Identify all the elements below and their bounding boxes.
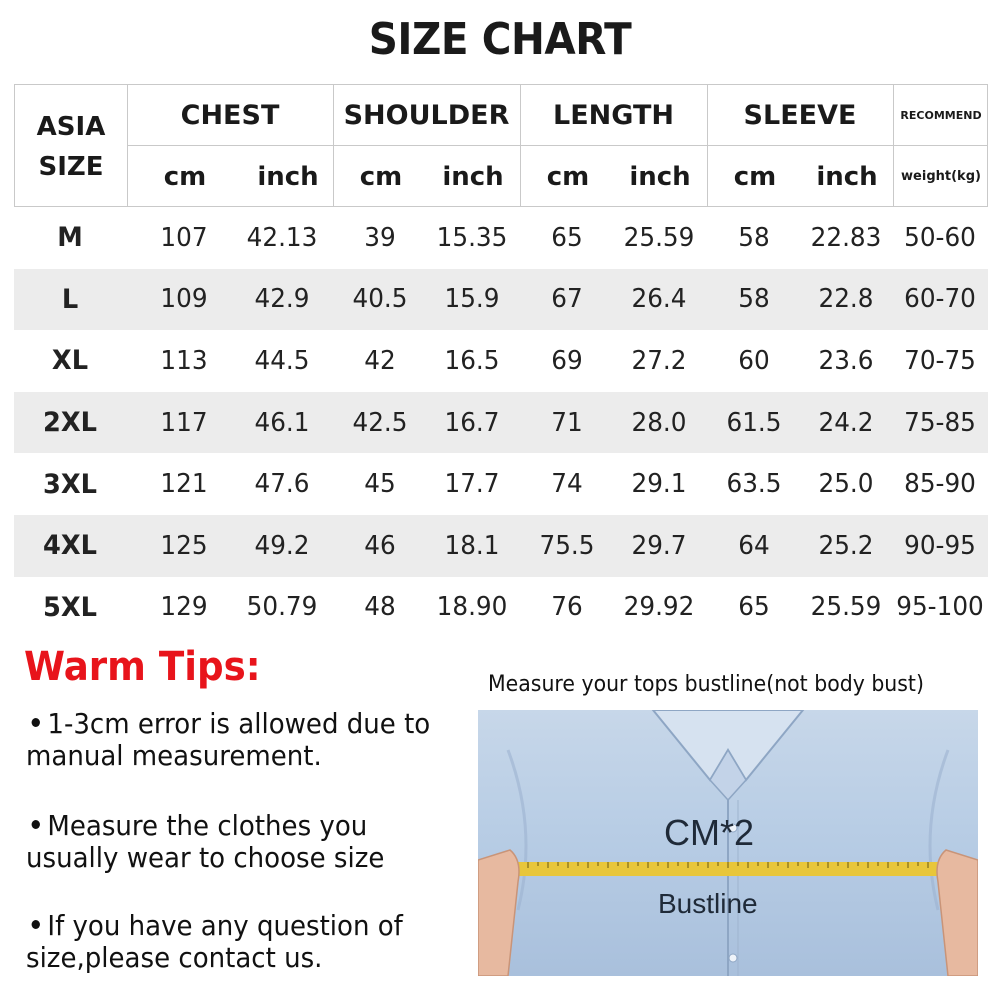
bullet-icon bbox=[32, 920, 40, 929]
shoulder-cm-cell: 39 bbox=[364, 222, 396, 253]
length-cm-cell: 65 bbox=[551, 222, 583, 253]
chest-cm-cell: 117 bbox=[160, 407, 208, 438]
chest-cm-cell: 125 bbox=[160, 530, 208, 561]
shoulder-cm-cell: 42.5 bbox=[352, 407, 408, 438]
shoulder-inch-cell: 15.35 bbox=[436, 222, 508, 253]
size-cell: 3XL bbox=[43, 468, 97, 500]
length-inch-cell: 29.92 bbox=[623, 592, 695, 623]
tip-text: 1-3cm error is allowed due to manual measurement. bbox=[26, 707, 431, 772]
length-inch-cell: 26.4 bbox=[631, 284, 687, 315]
shoulder-cm-cell: 48 bbox=[364, 592, 396, 623]
bustline-label: Bustline bbox=[658, 888, 758, 919]
table-row bbox=[14, 207, 988, 269]
measure-caption: Measure your tops bustline(not body bust) bbox=[488, 672, 924, 697]
chest-inch-cell: 47.6 bbox=[254, 469, 310, 500]
weight-cell: 85-90 bbox=[904, 469, 976, 500]
table-row bbox=[14, 269, 988, 331]
length-inch-cell: 29.1 bbox=[631, 469, 687, 500]
chest-cm-cell: 109 bbox=[160, 284, 208, 315]
chest-cm-cell: 129 bbox=[160, 592, 208, 623]
weight-cell: 75-85 bbox=[904, 407, 976, 438]
size-label: SIZE bbox=[38, 151, 104, 182]
page-title: SIZE CHART bbox=[368, 14, 632, 65]
length-cm-cell: 75.5 bbox=[539, 530, 595, 561]
shoulder-cm-cell: 42 bbox=[364, 345, 396, 376]
warm-tips-title: Warm Tips: bbox=[24, 644, 261, 690]
table-row bbox=[14, 330, 988, 392]
shirt-measure-illustration bbox=[478, 710, 978, 976]
sleeve-cm-cell: 58 bbox=[738, 222, 770, 253]
shoulder-inch-cell: 18.90 bbox=[436, 592, 508, 623]
shoulder-header: SHOULDER bbox=[343, 99, 510, 131]
length-inch-cell: 29.7 bbox=[631, 530, 687, 561]
shoulder-inch-cell: 17.7 bbox=[444, 469, 500, 500]
shoulder-cm-unit: cm bbox=[359, 161, 403, 192]
weight-unit: weight(kg) bbox=[901, 169, 981, 184]
shoulder-inch-cell: 15.9 bbox=[444, 284, 500, 315]
bullet-icon bbox=[32, 718, 40, 727]
chest-inch-cell: 44.5 bbox=[254, 345, 310, 376]
sleeve-cm-cell: 60 bbox=[738, 345, 770, 376]
size-cell: 4XL bbox=[43, 530, 97, 562]
length-inch-cell: 27.2 bbox=[631, 345, 687, 376]
length-cm-cell: 74 bbox=[551, 469, 583, 500]
length-inch-cell: 25.59 bbox=[623, 222, 695, 253]
bullet-icon bbox=[32, 820, 40, 829]
length-header: LENGTH bbox=[553, 99, 674, 131]
size-cell: L bbox=[61, 283, 79, 315]
weight-cell: 70-75 bbox=[904, 345, 976, 376]
chest-inch-cell: 46.1 bbox=[254, 407, 310, 438]
chest-inch-cell: 42.13 bbox=[246, 222, 318, 253]
shoulder-cm-cell: 40.5 bbox=[352, 284, 408, 315]
table-row bbox=[14, 392, 988, 454]
length-cm-cell: 76 bbox=[551, 592, 583, 623]
chest-cm-cell: 113 bbox=[160, 345, 208, 376]
chest-inch-unit: inch bbox=[257, 161, 319, 192]
sleeve-cm-cell: 65 bbox=[738, 592, 770, 623]
tip-text: If you have any question of size,please contact us. bbox=[26, 909, 403, 974]
sleeve-cm-cell: 61.5 bbox=[726, 407, 782, 438]
length-cm-unit: cm bbox=[546, 161, 590, 192]
size-cell: 5XL bbox=[43, 591, 97, 623]
shoulder-inch-cell: 16.7 bbox=[444, 407, 500, 438]
asia-size-header bbox=[15, 85, 127, 208]
size-cell: M bbox=[57, 222, 83, 254]
table-row bbox=[14, 515, 988, 577]
weight-cell: 60-70 bbox=[904, 284, 976, 315]
sleeve-cm-cell: 58 bbox=[738, 284, 770, 315]
table-row bbox=[14, 453, 988, 515]
chest-cm-cell: 107 bbox=[160, 222, 208, 253]
sleeve-inch-cell: 22.8 bbox=[818, 284, 874, 315]
sleeve-inch-unit: inch bbox=[816, 161, 878, 192]
length-cm-cell: 71 bbox=[551, 407, 583, 438]
table-header bbox=[14, 84, 988, 207]
length-inch-unit: inch bbox=[629, 161, 691, 192]
shoulder-inch-cell: 16.5 bbox=[444, 345, 500, 376]
sleeve-cm-cell: 63.5 bbox=[726, 469, 782, 500]
weight-cell: 50-60 bbox=[904, 222, 976, 253]
sleeve-inch-cell: 25.2 bbox=[818, 530, 874, 561]
tip-text: Measure the clothes you usually wear to choose size bbox=[26, 809, 385, 874]
chest-header: CHEST bbox=[180, 99, 280, 131]
size-cell: 2XL bbox=[43, 407, 97, 439]
chest-cm-unit: cm bbox=[163, 161, 207, 192]
tip-item bbox=[26, 708, 435, 772]
weight-cell: 90-95 bbox=[904, 530, 976, 561]
chest-inch-cell: 42.9 bbox=[254, 284, 310, 315]
tip-item bbox=[26, 910, 435, 974]
sleeve-cm-cell: 64 bbox=[738, 530, 770, 561]
sleeve-header: SLEEVE bbox=[743, 99, 857, 131]
sleeve-cm-unit: cm bbox=[733, 161, 777, 192]
tip-item bbox=[26, 810, 435, 874]
size-table bbox=[14, 84, 988, 638]
sleeve-inch-cell: 24.2 bbox=[818, 407, 874, 438]
length-cm-cell: 67 bbox=[551, 284, 583, 315]
shoulder-cm-cell: 45 bbox=[364, 469, 396, 500]
table-row bbox=[14, 577, 988, 639]
sleeve-inch-cell: 23.6 bbox=[818, 345, 874, 376]
shoulder-inch-unit: inch bbox=[442, 161, 504, 192]
length-cm-cell: 69 bbox=[551, 345, 583, 376]
size-cell: XL bbox=[51, 345, 89, 377]
table-body bbox=[14, 207, 988, 638]
length-inch-cell: 28.0 bbox=[631, 407, 687, 438]
recommend-header: RECOMMEND bbox=[900, 108, 982, 122]
cm-times-two-label: CM*2 bbox=[664, 812, 755, 853]
chest-inch-cell: 49.2 bbox=[254, 530, 310, 561]
sleeve-inch-cell: 25.0 bbox=[818, 469, 874, 500]
chest-inch-cell: 50.79 bbox=[246, 592, 318, 623]
sleeve-inch-cell: 25.59 bbox=[810, 592, 882, 623]
sleeve-inch-cell: 22.83 bbox=[810, 222, 882, 253]
shoulder-inch-cell: 18.1 bbox=[444, 530, 500, 561]
asia-label: ASIA bbox=[36, 111, 106, 142]
weight-cell: 95-100 bbox=[896, 592, 984, 623]
chest-cm-cell: 121 bbox=[160, 469, 208, 500]
shoulder-cm-cell: 46 bbox=[364, 530, 396, 561]
